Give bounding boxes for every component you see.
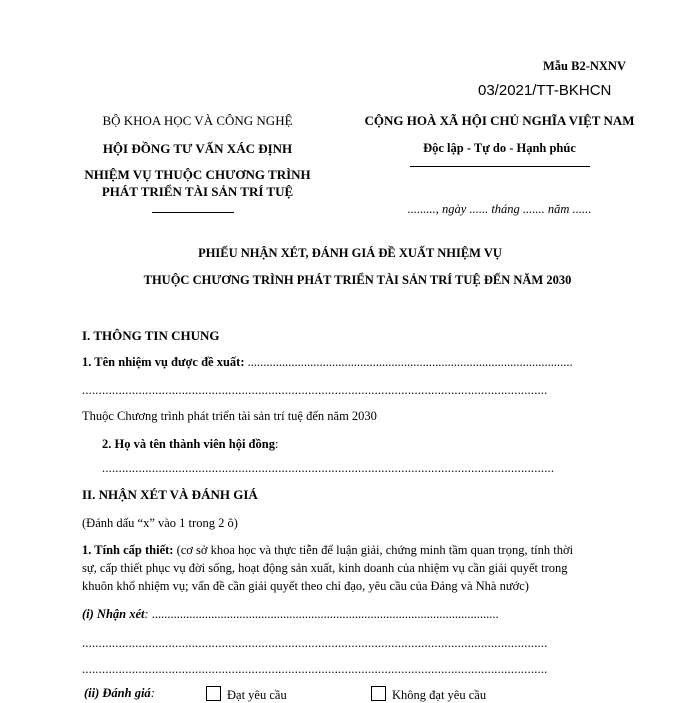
form-code: Mẫu B2-NXNV [543, 59, 626, 73]
member-name-row [102, 437, 278, 452]
criterion-1-label: 1. Tính cấp thiết: [82, 543, 174, 557]
date-line: ........., ngày ...... tháng ....... năm ...... [407, 202, 592, 216]
member-name-label: 2. Họ và tên thành viên hội đồng [102, 437, 275, 451]
left-header-divider [152, 212, 234, 213]
assessment-colon: : [150, 686, 155, 700]
criterion-1-text-1: (cơ sở khoa học và thực tiễn để luận giải, chứng minh tầm quan trọng, tính thời [173, 543, 574, 557]
criterion-1-line-3: khuôn khổ nhiệm vụ; vấn đề cần giải quyết theo chỉ đạo, yêu cầu của Đảng và Nhà nước) [82, 579, 529, 593]
program-line-1: NHIỆM VỤ THUỘC CHƯƠNG TRÌNH [84, 167, 311, 182]
ministry-name: BỘ KHOA HỌC VÀ CÔNG NGHỆ [102, 113, 293, 128]
right-header-divider [410, 166, 590, 167]
comment-row [82, 607, 499, 622]
comment-label: (i) Nhận xét [82, 607, 145, 621]
member-name-field[interactable]: ........................................................................................................................................ [102, 461, 555, 475]
program-text: Thuộc Chương trình phát triển tài sản trí tuệ đến năm 2030 [82, 409, 377, 423]
criterion-1-line-2: sự, cấp thiết phục vụ đời sống, hoạt động sản xuất, kinh doanh của nhiệm vụ cần giải quyết trong [82, 561, 568, 575]
motto: Độc lập - Tự do - Hạnh phúc [423, 141, 576, 155]
country-name: CỘNG HOÀ XÃ HỘI CHỦ NGHĨA VIỆT NAM [364, 113, 635, 128]
member-name-colon: : [274, 437, 279, 451]
section-1-heading: I. THÔNG TIN CHUNG [82, 328, 220, 343]
circular-number: 03/2021/TT-BKHCN [478, 82, 612, 99]
comment-field-line-3[interactable]: ............................................................................................................................................ [82, 662, 548, 676]
task-name-label: 1. Tên nhiệm vụ được đề xuất: [82, 355, 245, 369]
section-2-heading: II. NHẬN XÉT VÀ ĐÁNH GIÁ [82, 487, 258, 502]
program-line-2: PHÁT TRIỂN TÀI SẢN TRÍ TUỆ [101, 184, 294, 199]
option-not-meet[interactable] [371, 686, 486, 703]
option-meet[interactable] [206, 686, 287, 703]
comment-field[interactable]: ............................................................................................................... [151, 607, 499, 621]
council-name: HỘI ĐỒNG TƯ VẤN XÁC ĐỊNH [102, 141, 293, 156]
option-meet-label: Đạt yêu cầu [227, 688, 287, 702]
comment-field-line-2[interactable]: ............................................................................................................................................ [82, 636, 548, 650]
form-title-line-1: PHIẾU NHẬN XÉT, ĐÁNH GIÁ ĐỀ XUẤT NHIỆM VỤ [198, 246, 502, 260]
option-not-meet-label: Không đạt yêu cầu [392, 688, 487, 702]
task-name-row [82, 355, 573, 370]
criterion-1-line-1 [82, 543, 573, 558]
meet-checkbox[interactable] [206, 686, 221, 701]
form-title-line-2: THUỘC CHƯƠNG TRÌNH PHÁT TRIỂN TÀI SẢN TRÍ TUỆ ĐẾN NĂM 2030 [143, 273, 572, 287]
assessment-label: (ii) Đánh giá [84, 686, 151, 700]
assessment-row [84, 686, 155, 701]
instruction-text: (Đánh dấu “x” vào 1 trong 2 ô) [82, 516, 238, 530]
not-meet-checkbox[interactable] [371, 686, 386, 701]
comment-colon: : [144, 607, 149, 621]
task-name-field[interactable]: ........................................................................................................ [247, 355, 573, 369]
task-name-field-line-2[interactable]: ............................................................................................................................................ [82, 383, 548, 397]
